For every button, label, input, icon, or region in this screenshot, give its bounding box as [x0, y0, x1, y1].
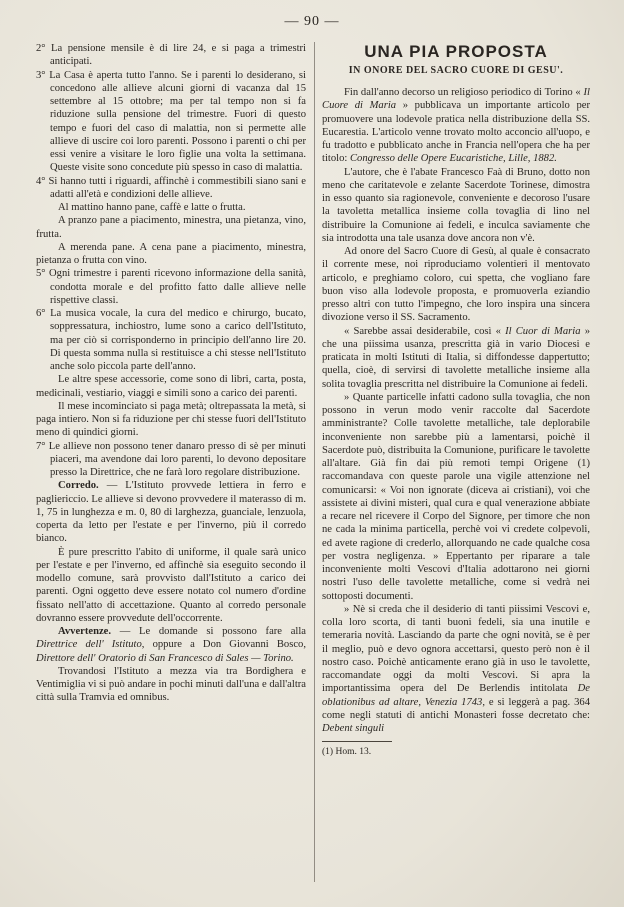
- quote-3: » Nè si creda che il desiderio di tanti piissimi Vescovi e, colla loro scorta, di tanti buoni fedeli, sia una inutile e temeraria novità. Lasciando da parte che ogni novità, se è per il meglio, può e devo ognora accettarsi, questo però non è il nostro caso. Poichè anticamente erano già in uso le tavolette, raccomandate oggi da molti Vescovi. Si apra la importantissima opera del De Berlendis intitolata De oblationibus ad altare, Venezia 1743, e si leggerà a pag. 364 come negli statuti di antichi Monasteri fosse decretato che: Debent singuli: [322, 603, 590, 734]
- list-item: 3° La Casa è aperta tutto l'anno. Se i parenti lo desiderano, si concedono alle allieve alcuni giorni di vacanza dal 15 settembre al 15 ottobre; ma per tal tempo non si fa riduzione sulla pensione del trimestre. Fuori di questo tempo e fuori del caso di malattia, non si permette alle allieve di uscire coi loro parenti. Possono i parenti o chi per essi venire a visitare le loro figlie una volta la settimana. Queste visite sono concedute più spesso in caso di malattia.: [36, 69, 306, 174]
- meal-breakfast: Al mattino hanno pane, caffè e latte o frutta.: [58, 202, 246, 213]
- paragraph-spese: Le altre spese accessorie, come sono di libri, carta, posta, medicinali, vestiario, viaggi e simili sono a carico dei parenti.: [36, 374, 306, 399]
- list-item: 4° Si hanno tutti i riguardi, affinchè i commestibili siano sani e adatti all'età e condizioni delle allieve.: [36, 175, 306, 200]
- left-column: [36, 42, 306, 705]
- footnote-rule: [322, 741, 392, 742]
- paragraph-uniforme: È pure prescritto l'abito di uniforme, il quale sarà unico per l'estate e per l'inverno, ed affinchè sia eseguito secondo il modello comune, sarà provvisto dall'Istituto a carico dei parenti. Ogni oggetto deve essere notato col numero d'ordine fissato nell'atto di accettazione. Quanto al corredo personale dovranno essere provvedute dell'occorrente.: [36, 546, 306, 624]
- avvertenze-label: Avvertenze.: [58, 626, 112, 637]
- list-item: 7° Le allieve non possono tener danaro presso di sè per minuti piaceri, ma avendone dai loro parenti, lo devono depositare presso la Direttrice, che ne farà loro regolare distribuzione.: [36, 440, 306, 478]
- paragraph-3: Ad onore del Sacro Cuore di Gesù, al quale è consacrato il corrente mese, noi riproduciamo volentieri il mentovato articolo, e preghiamo coloro, cui spetta, che vogliano fare buon viso alla lodevole proposta, e promuoverla eziandio presso altri con tutto l'impegno, che loro inspira una sincera divozione verso il SS. Sacramento.: [322, 246, 590, 324]
- list-item: 5° Ogni trimestre i parenti ricevono informazione della sanità, condotta morale e del profitto fatto dalle allieve nelle rispettive classi.: [36, 268, 306, 306]
- article-title: UNA PIA PROPOSTA: [364, 42, 548, 61]
- meal-lunch: A pranzo pane a piacimento, minestra, una pietanza, vino, frutta.: [36, 215, 306, 240]
- quote-2: » Quante particelle infatti cadono sulla tovaglia, che non possono in verun modo venir raccolte dal Sacerdote amministrante? Colle tavolette metalliche, tale deplorabile inconveniente non sarebbe più a lamentarsi, poichè il Sacerdote può, distribuita la Comunione, purificare le tavolette all'altare. Già fin dai più remoti tempi Origene (1) raccomandava con queste parole una vigile attenzione nel comunicarsi: « Voi non ignorate (diceva ai cristiani), voi che assistete ai divini misteri, qual cura e qual venerazione abbiate a recare nel ricevere il Corpo del Signore, per timore che non ne cada la minima particella, perchè voi vi credete colpevoli, ed avete ragione di crederlo, allorquando ne cade qualche cosa per vostra negligenza. » Eppertanto per riparare a tale inconveniente molti Vescovi d'Italia adottarono nei giorni nostri l'uso delle tavolette metalliche, come si vedrà nei sottoposti documenti.: [322, 391, 590, 602]
- right-column: [322, 42, 590, 758]
- list-item: 6° La musica vocale, la cura del medico e chirurgo, bucato, soppressatura, inchiostro, lume sono a carico dell'Istituto, ma per ciò si corrisponderno in principio dell'anno lire 20. Di questa somma nulla si restituisce a chi stesse nell'Istituto anche solo piccola parte dell'anno.: [36, 308, 306, 372]
- corredo-label: Corredo.: [58, 480, 99, 492]
- paragraph-mese: Il mese incominciato si paga metà; oltrepassata la metà, si paga intiero. Non si fa riduzione per chi stesse fuori dell'Istituto meno di quindici giorni.: [36, 400, 306, 439]
- paragraph-2: L'autore, che è l'abate Francesco Faà di Bruno, dotto non meno che caritatevole e zelante Sacerdote Torinese, dimostra in esso quanto sia ragionevole, conveniente e decoroso l'usare la tavoletta metallica insieme colla tovaglia di lino nel distribuire la Comunione ai fedeli, e inculca saviamente che sia introdotta una tale usanza dove ancora non v'è.: [322, 166, 590, 244]
- paragraph-avvertenze: Avvertenze. — Le domande si possono fare alla Direttrice dell' Istituto, oppure a Don Giovanni Bosco, Direttore dell' Oratorio di San Francesco di Sales — Torino.: [36, 626, 306, 664]
- paragraph-corredo: Corredo. — L'Istituto provvede lettiera in ferro e pagliericcio. Le allieve si devono provvedere il materasso di m. 1, 75 in lunghezza e m. 0, 80 di larghezza, guanciale, lenzuola, coperta da letto per l'estate e per l'inverno, più il corredo bianco.: [36, 480, 306, 545]
- paragraph-1: Fin dall'anno decorso un religioso periodico di Torino « Il Cuore di Maria » pubblicava un importante articolo per promuovere una lodevole pratica nella distribuzione della SS. Eucarestia. L'articolo venne trovato molto acconcio all'uopo, e fu tradotto e pubblicato anche in Francia nell'opera che ha per titolo: Congresso delle Opere Eucaristiche, Lille, 1882.: [322, 87, 590, 165]
- paragraph-istituto: Trovandosi l'Istituto a mezza via tra Bordighera e Ventimiglia vi si può andare in pochi minuti dall'una e dall'altra città sulla Tramvia ed omnibus.: [36, 665, 306, 704]
- article-subtitle: IN ONORE DEL SACRO CUORE DI GESU'.: [348, 65, 564, 76]
- page-number: — 90 —: [284, 14, 340, 29]
- footnote: (1) Hom. 13.: [322, 747, 372, 758]
- list-item: 2° La pensione mensile è di lire 24, e si paga a trimestri anticipati.: [36, 43, 306, 68]
- column-divider: [314, 42, 315, 882]
- quote-1: « Sarebbe assai desiderabile, così « Il Cuor di Maria » che una piissima usanza, prescritta già in vario Diocesi e praticata in molti Istituti di Italia, si diffondesse dappertutto; quella, cioè, di servirsi di tavolette metalliche insieme alla solita tovaglia prescritta nel distribuire la Comunione ai fedeli.: [322, 325, 590, 390]
- meal-snack-dinner: A merenda pane. A cena pane a piacimento, minestra, pietanza o frutta con vino.: [36, 241, 306, 266]
